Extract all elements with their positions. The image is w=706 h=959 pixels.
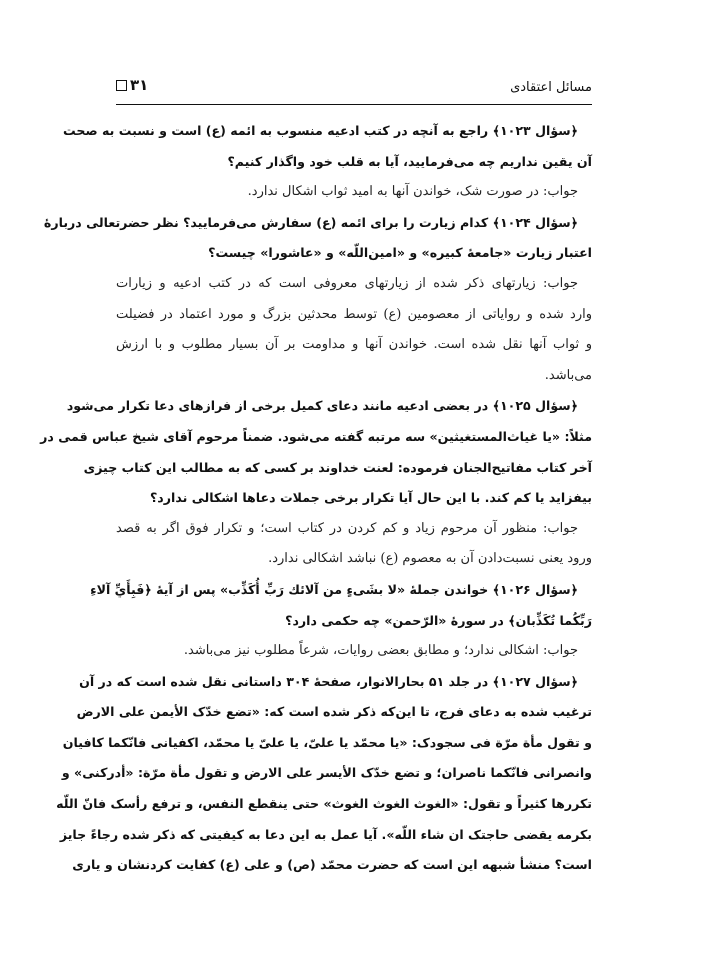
header-rule: [116, 104, 592, 105]
square-ornament-icon: [116, 80, 127, 91]
answer-1026-line: جواب: اشکالی ندارد؛ و مطابق بعضی روایات، شرعاً مطلوب نیز می‌باشد.: [183, 643, 578, 659]
question-1025-line: ﴿سؤال ۱۰۲۵﴾ در بعضی ادعیه مانند دعای کمیل برخی از فرازهای دعا تکرار می‌شود: [66, 398, 578, 414]
page-body: [40, 116, 592, 881]
question-1027-line: تکررها کثیراً و تقول: «الغوث الغوث الغوث» حتی ینقطع النفس، و ترفع رأسک فانّ اللّه: [56, 796, 592, 812]
question-1027-line: و تقول مأة مرّة فی سجودک: «یا محمّد یا علیّ، یا علیّ یا محمّد، اکفیانی فانّکما کافیان: [62, 734, 592, 750]
answer-1023-line: جواب: در صورت شک، خواندن آنها به امید ثواب اشکال ندارد.: [247, 184, 578, 200]
question-1027-line: وانصرانی فانّکما ناصران؛ و تضع خدّک الأیسر علی الارض و تقول مأة مرّة: «أدرکنی» و: [61, 765, 592, 781]
answer-1024-line: وارد شده و روایاتی از معصومین (ع) توسط محدثین بزرگ و مورد اعتماد در فضیلت: [116, 306, 592, 322]
answer-1024-line: جواب: زیارتهای ذکر شده از زیارتهای معروفی است که در کتب ادعیه و زیارات: [116, 275, 578, 291]
page-number: [116, 76, 148, 94]
question-1025-line: آخر کتاب مفاتیح‌الجنان فرموده: لعنت خداوند بر کسی که به مطالب این کتاب چیزی: [83, 459, 592, 475]
answer-1024-line: می‌باشد.: [544, 367, 592, 383]
question-1023-line: آن یقین نداریم چه می‌فرمایید، آیا به قلب خود واگذار کنیم؟: [227, 153, 592, 169]
chapter-title: مسائل اعتقادی: [510, 80, 592, 95]
question-1027-line: ترغیب شده به دعای فرج، تا این‌که ذکر شده است که: «تضع خدّک الأیمن علی الارض: [76, 704, 592, 720]
question-1026-line: ﴿سؤال ۱۰۲۶﴾ خواندن جملۀ «لا بشَیءٍ من آلائك رَبِّ أُكَذِّب» پس از آیۀ ﴿فَبِأَيِّ آلاءِ: [90, 581, 578, 597]
answer-1025-line: جواب: منظور آن مرحوم زیاد و کم کردن در کتاب است؛ و تکرار فوق اگر به قصد: [116, 520, 578, 536]
question-1023-line: ﴿سؤال ۱۰۲۳﴾ راجع به آنچه در کتب ادعیه منسوب به ائمه (ع) است و نسبت به صحت: [63, 123, 578, 138]
answer-1024-line: و ثواب آنها نقل شده است. خواندن آنها و مداومت بر آن بسیار مطلوب و با ارزش: [116, 337, 592, 353]
question-1024-line: ﴿سؤال ۱۰۲۴﴾ کدام زیارت را برای ائمه (ع) سفارش می‌فرمایید؟ نظر حضرتعالی دربارۀ: [43, 214, 578, 230]
question-1027-line: ﴿سؤال ۱۰۲۷﴾ در جلد ۵۱ بحارالانوار، صفحۀ ۳۰۴ داستانی نقل شده است که در آن: [79, 673, 578, 689]
question-1025-line: بیفزاید یا کم کند. با این حال آیا تکرار برخی جملات دعاها اشکالی ندارد؟: [150, 490, 592, 506]
running-header: [116, 74, 592, 102]
page-number-text: ۳۱: [130, 76, 149, 94]
question-1024-line: اعتبار زیارت «جامعۀ کبیره» و «امین‌اللّه» و «عاشورا» چیست؟: [208, 245, 592, 261]
question-1027-line: بکرمه یقضی حاجتک ان شاء اللّه». آیا عمل به این دعا به کیفیتی که ذکر شده رجاءً جایز: [59, 826, 592, 842]
answer-1025-line: ورود یعنی نسبت‌دادن آن به معصوم (ع) نباشد اشکالی ندارد.: [268, 551, 592, 567]
question-1026-line: رَبِّكُما تُكَذِّبان﴾ در سورۀ «الرّحمن» چه حکمی دارد؟: [285, 612, 592, 628]
question-1027-line: است؟ منشأ شبهه این است که حضرت محمّد (ص) و علی (ع) کفایت کردنشان و یاری: [72, 857, 592, 873]
question-1025-line: مثلاً: «یا غیاث‌المستغیثین» سه مرتبه گفته می‌شود. ضمناً مرحوم آقای شیخ عباس قمی در: [40, 428, 592, 444]
